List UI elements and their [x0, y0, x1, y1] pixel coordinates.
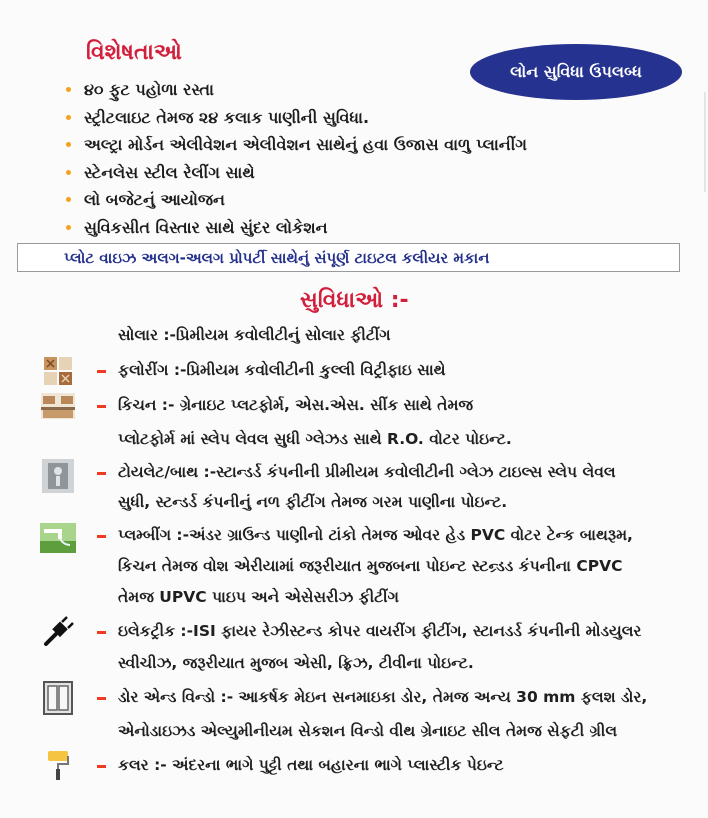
- feature-item: સુવિકસીત વિસ્તાર સાથે સુંદર લોકેશન: [66, 214, 527, 242]
- feature-item: સ્ટ્રીટલાઇટ તેમજ ૨૪ કલાક પાણીની સુવિધા.: [66, 104, 527, 132]
- amenity-line: તેમજ UPVC પાઇપ અને એસેસરીઝ ફીટીંગ: [118, 588, 399, 606]
- amenity-line: ટોયલેટ/બાથ :-સ્ટાન્ડર્ડ કંપનીની પ્રીમીયમ કવોલીટીની ગ્લેઝ ટાઇલ્સ સ્લેપ લેવલ: [118, 463, 616, 481]
- amenity-line: સોલાર :-પ્રિમીયમ કવોલીટીનું સોલાર ફીટીંગ: [118, 326, 391, 344]
- feature-item: સ્ટેનલેસ સ્ટીલ રેલીંગ સાથે: [66, 159, 527, 187]
- bullet-icon: [66, 115, 71, 120]
- bullet-icon: [66, 142, 71, 147]
- bathroom-icon: [40, 458, 76, 494]
- title-clear-banner: પ્લોટ વાઇઝ અલગ-અલગ પ્રોપર્ટી સાથેનું સંપૂર્ણ ટાઇટલ કલીયર મકાન: [17, 243, 680, 272]
- amenity-line: કલર :- અંદરના ભાગે પુટ્ટી તથા બહારના ભાગે પ્લાસ્ટીક પેઇન્ટ: [118, 756, 504, 774]
- bullet-icon: [66, 170, 71, 175]
- amenity-line: સ્વીચીઝ, જરૂરીયાત મુજબ એસી, ફ્રિઝ, ટીવીના પોઇન્ટ.: [118, 654, 474, 672]
- loan-available-badge: લોન સુવિધા ઉપલબ્ધ: [470, 44, 682, 100]
- bullet-icon: [66, 87, 71, 92]
- window-icon: [40, 680, 76, 716]
- amenity-line: પ્લોટફોર્મ માં સ્લેપ લેવલ સુધી ગ્લેઝડ સાથે R.O. વોટર પોઇન્ટ.: [118, 430, 512, 448]
- amenity-line: ફલોરીંગ :-પ્રિમીયમ કવોલીટીની કુલ્લી વિટ્રીફાઇ સાથે: [118, 361, 446, 379]
- feature-item: ૪૦ ફુટ પહોળા રસ્તા: [66, 76, 527, 104]
- amenity-line: ઇલેકટ્રીક :-ISI ફાયર રેઝીસ્ટન્ડ કોપર વાયરીંગ ફીટીંગ, સ્ટાનડર્ડ કંપનીની મોડયુલર: [118, 622, 642, 640]
- features-list: [66, 76, 527, 241]
- amenity-line: પ્લમ્બીંગ :-અંડર ગ્રાઉન્ડ પાણીનો ટાંકો તેમજ ઓવર હેડ PVC વોટર ટેન્ક બાથરૂમ,: [118, 526, 633, 544]
- dash-marker: [97, 472, 106, 475]
- paint-roller-icon: [40, 748, 76, 782]
- dash-marker: [97, 697, 106, 700]
- amenity-line: સુધી, સ્ટન્ડર્ડ કંપનીનું નળ ફીટીંગ તેમજ ગરમ પાણીના પોઇન્ટ.: [118, 493, 508, 511]
- dash-marker: [97, 631, 106, 634]
- amenity-line: એનોડાઇઝડ એલ્યુમીનીયમ સેકશન વિન્ડો વીથ ગ્રેનાઇટ સીલ તેમજ સેફટી ગ્રીલ: [118, 722, 618, 740]
- dash-marker: [97, 765, 106, 768]
- bullet-icon: [66, 225, 71, 230]
- amenity-line: ડોર એન્ડ વિન્ડો :- આકર્ષક મેઇન સનમાઇકા ડોર, તેમજ અન્ય 30 mm ફલશ ડોર,: [118, 688, 648, 706]
- feature-item: લો બજેટનું આયોજન: [66, 186, 527, 214]
- amenities-heading: સુવિધાઓ :-: [300, 288, 409, 313]
- feature-item: અલ્ટ્રા મોર્ડન એલીવેશન એલીવેશન સાથેનું હવા ઉજાસ વાળુ પ્લાનીંગ: [66, 131, 527, 159]
- electric-plug-icon: [40, 616, 76, 648]
- flooring-tiles-icon: [40, 355, 76, 387]
- plumbing-icon: [40, 522, 76, 554]
- amenity-line: કિચન તેમજ વોશ એરીયામાં જરૂરીયાત મુજબના પોઇન્ટ સ્ટન્ર્ડડ કંપનીના CPVC: [118, 557, 623, 575]
- dash-marker: [97, 370, 106, 373]
- kitchen-icon: [40, 390, 76, 422]
- amenity-line: કિચન :- ગ્રેનાઇટ પ્લટફોર્મ, એસ.એસ. સીંક સાથે તેમજ: [118, 396, 474, 414]
- dash-marker: [97, 535, 106, 538]
- dash-marker: [97, 405, 106, 408]
- bullet-icon: [66, 197, 71, 202]
- divider: [704, 92, 706, 192]
- features-heading: વિશેષતાઓ: [86, 40, 182, 65]
